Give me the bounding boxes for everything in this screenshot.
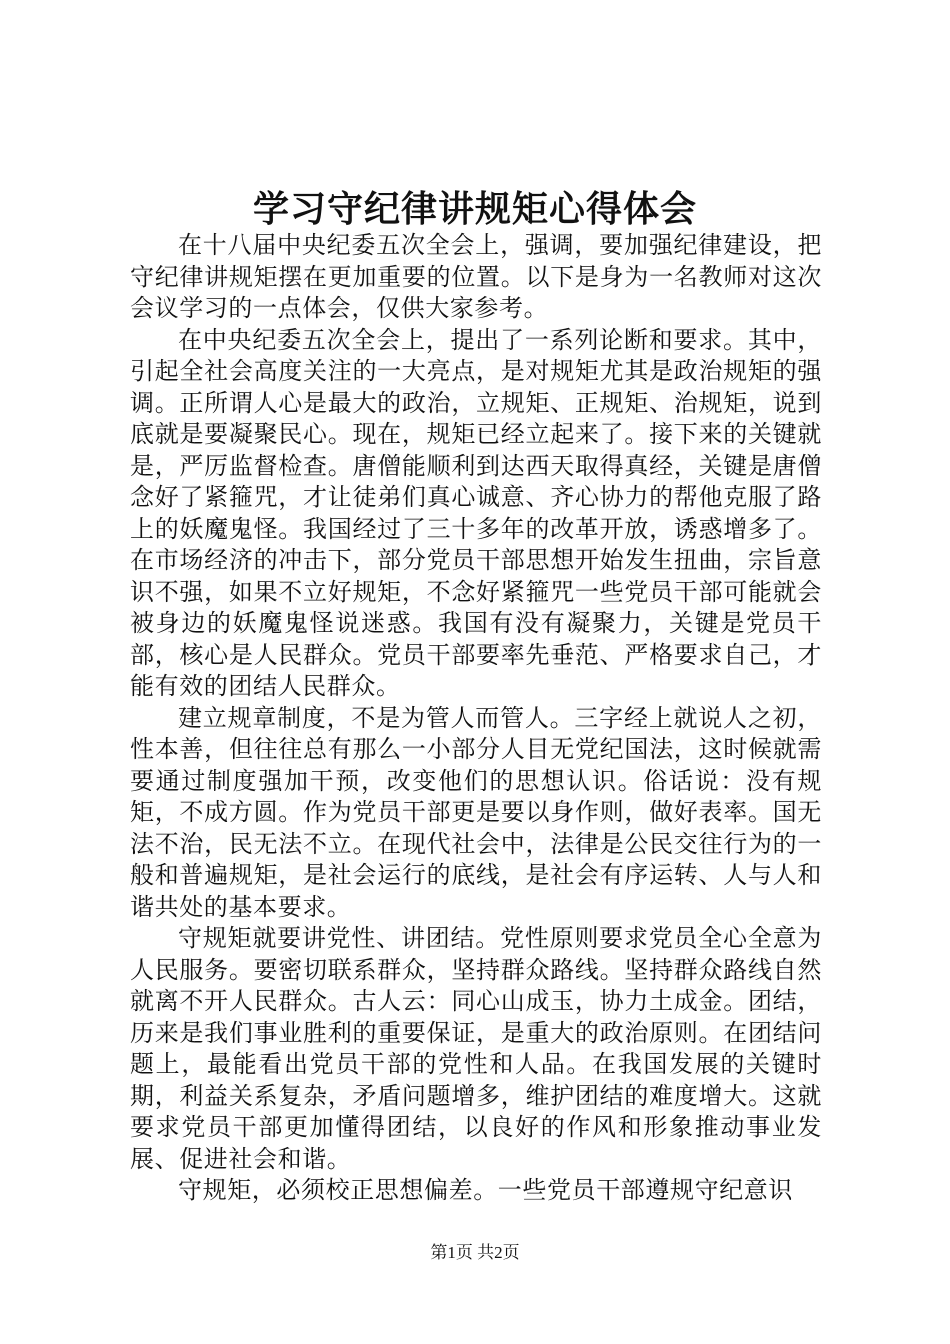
paragraph-1: 在十八届中央纪委五次全会上，强调，要加强纪律建设，把守纪律讲规矩摆在更加重要的位置。以下是身为一名教师对这次会议学习的一点体会，仅供大家参考。 [130, 231, 822, 322]
paragraph-3: 建立规章制度，不是为管人而管人。三字经上就说人之初，性本善，但往往总有那么一小部分人目无党纪国法，这时候就需要通过制度强加干预，改变他们的思想认识。俗话说：没有规矩，不成方圆。作为党员干部更是要以身作则，做好表率。国无法不治，民无法不立。在现代社会中，法律是公民交往行为的一般和普遍规矩，是社会运行的底线，是社会有序运转、人与人和谐共处的基本要求。 [130, 703, 822, 921]
document-body [130, 230, 822, 1207]
paragraph-4: 守规矩就要讲党性、讲团结。党性原则要求党员全心全意为人民服务。要密切联系群众，坚持群众路线。坚持群众路线自然就离不开人民群众。古人云：同心山成玉，协力土成金。团结，历来是我们事业胜利的重要保证，是重大的政治原则。在团结问题上，最能看出党员干部的党性和人品。在我国发展的关键时期，利益关系复杂，矛盾问题增多，维护团结的难度增大。这就要求党员干部更加懂得团结，以良好的作风和形象推动事业发展、促进社会和谐。 [130, 924, 822, 1173]
page-footer: 第1页 共2页 [430, 1243, 520, 1262]
paragraph-5: 守规矩，必须校正思想偏差。一些党员干部遵规守纪意识 [178, 1176, 793, 1204]
document-title: 学习守纪律讲规矩心得体会 [252, 188, 697, 230]
paragraph-2: 在中央纪委五次全会上，提出了一系列论断和要求。其中，引起全社会高度关注的一大亮点，是对规矩尤其是政治规矩的强调。正所谓人心是最大的政治，立规矩、正规矩、治规矩，说到底就是要凝聚民心。现在，规矩已经立起来了。接下来的关键就是，严厉监督检查。唐僧能顺利到达西天取得真经，关键是唐僧念好了紧箍咒，才让徒弟们真心诚意、齐心协力的帮他克服了路上的妖魔鬼怪。我国经过了三十多年的改革开放，诱惑增多了。在市场经济的冲击下，部分党员干部思想开始发生扭曲，宗旨意识不强，如果不立好规矩，不念好紧箍咒一些党员干部可能就会被身边的妖魔鬼怪说迷惑。我国有没有凝聚力，关键是党员干部，核心是人民群众。党员干部要率先垂范、严格要求自己，才能有效的团结人民群众。 [130, 325, 822, 700]
